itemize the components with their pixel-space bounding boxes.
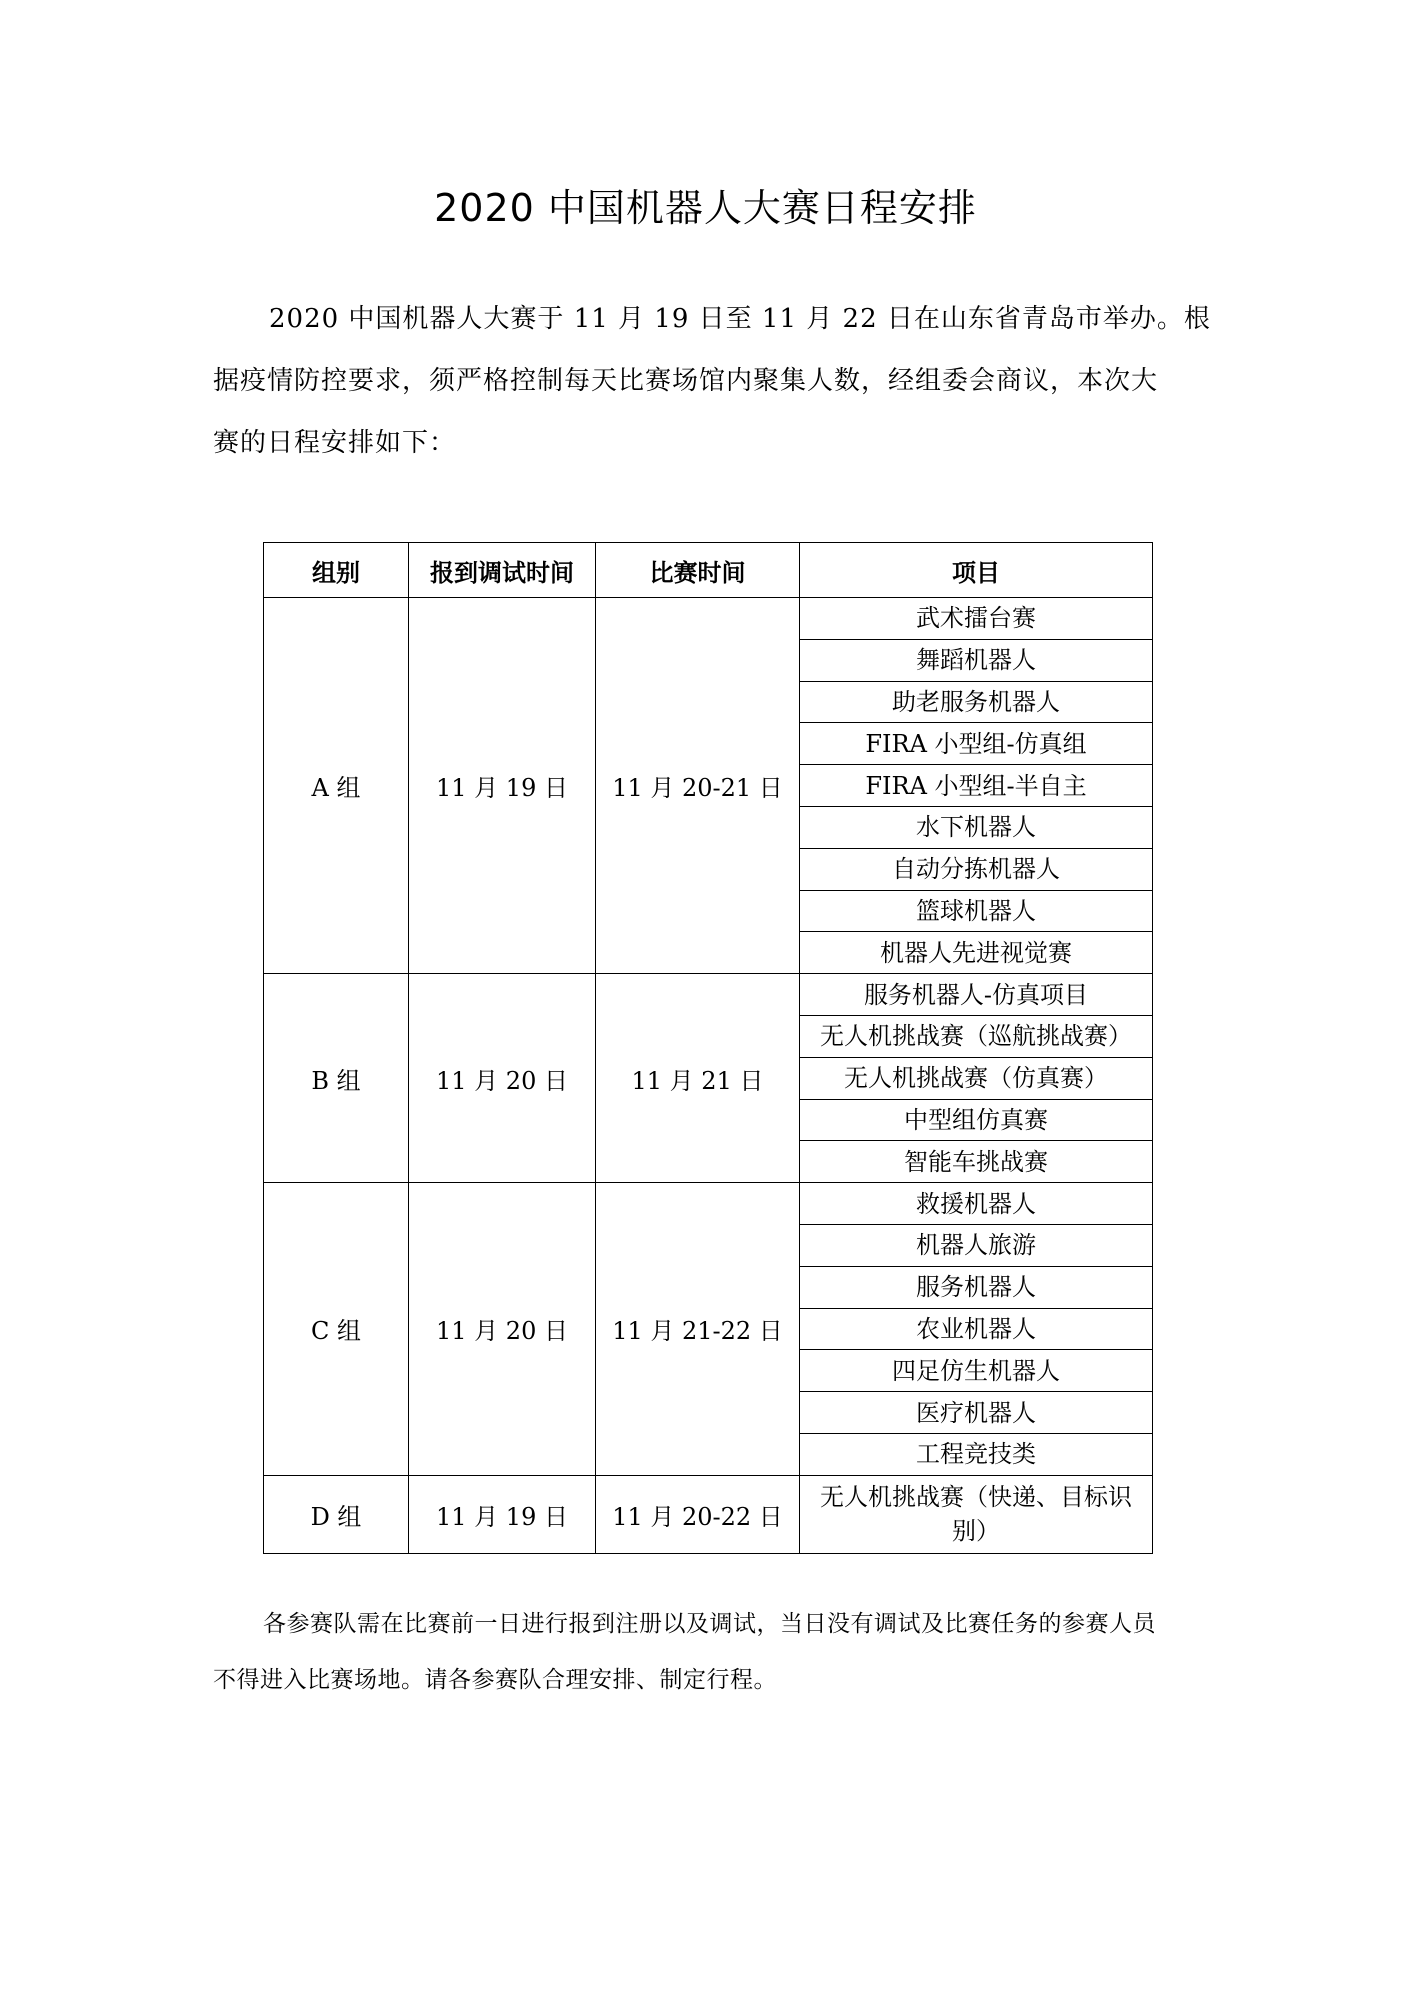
group-cell: D 组 bbox=[264, 1475, 409, 1553]
header-group: 组别 bbox=[264, 543, 409, 598]
event-cell: 无人机挑战赛（仿真赛） bbox=[800, 1057, 1153, 1099]
event-cell: 助老服务机器人 bbox=[800, 681, 1153, 723]
intro-line: 赛的日程安排如下： bbox=[213, 428, 457, 458]
event-cell: FIRA 小型组-半自主 bbox=[800, 765, 1153, 807]
intro-paragraph bbox=[213, 288, 1211, 474]
event-cell: 工程竞技类 bbox=[800, 1433, 1153, 1475]
outro-line: 各参赛队需在比赛前一日进行报到注册以及调试，当日没有调试及比赛任务的参赛人员 bbox=[263, 1611, 1156, 1637]
event-cell: 机器人旅游 bbox=[800, 1224, 1153, 1266]
event-cell: 医疗机器人 bbox=[800, 1392, 1153, 1434]
header-checkin: 报到调试时间 bbox=[409, 543, 596, 598]
competition-cell: 11 月 20-21 日 bbox=[596, 598, 800, 974]
event-cell: 无人机挑战赛（快递、目标识别） bbox=[800, 1475, 1153, 1553]
header-competition: 比赛时间 bbox=[596, 543, 800, 598]
event-cell: 服务机器人-仿真项目 bbox=[800, 974, 1153, 1016]
event-cell: 无人机挑战赛（巡航挑战赛） bbox=[800, 1015, 1153, 1057]
schedule-table bbox=[263, 542, 1153, 1554]
event-cell: 武术擂台赛 bbox=[800, 598, 1153, 640]
event-cell: 服务机器人 bbox=[800, 1266, 1153, 1308]
intro-line: 2020 中国机器人大赛于 11 月 19 日至 11 月 22 日在山东省青岛市举办。根 bbox=[269, 304, 1211, 334]
competition-cell: 11 月 21 日 bbox=[596, 974, 800, 1183]
event-cell: FIRA 小型组-仿真组 bbox=[800, 723, 1153, 765]
table-row bbox=[264, 974, 1153, 1016]
checkin-cell: 11 月 20 日 bbox=[409, 1183, 596, 1476]
group-cell: C 组 bbox=[264, 1183, 409, 1476]
event-cell: 机器人先进视觉赛 bbox=[800, 932, 1153, 974]
checkin-cell: 11 月 19 日 bbox=[409, 598, 596, 974]
table-row bbox=[264, 1475, 1153, 1553]
event-cell: 中型组仿真赛 bbox=[800, 1099, 1153, 1141]
event-cell: 救援机器人 bbox=[800, 1183, 1153, 1225]
outro-paragraph bbox=[213, 1596, 1203, 1708]
group-cell: B 组 bbox=[264, 974, 409, 1183]
intro-line: 据疫情防控要求，须严格控制每天比赛场馆内聚集人数，经组委会商议，本次大 bbox=[213, 366, 1159, 396]
event-cell: 四足仿生机器人 bbox=[800, 1350, 1153, 1392]
event-cell: 农业机器人 bbox=[800, 1308, 1153, 1350]
event-cell: 舞蹈机器人 bbox=[800, 639, 1153, 681]
table-row bbox=[264, 598, 1153, 640]
group-cell: A 组 bbox=[264, 598, 409, 974]
checkin-cell: 11 月 20 日 bbox=[409, 974, 596, 1183]
outro-line: 不得进入比赛场地。请各参赛队合理安排、制定行程。 bbox=[213, 1667, 777, 1693]
competition-cell: 11 月 21-22 日 bbox=[596, 1183, 800, 1476]
event-cell: 自动分拣机器人 bbox=[800, 848, 1153, 890]
event-cell: 篮球机器人 bbox=[800, 890, 1153, 932]
checkin-cell: 11 月 19 日 bbox=[409, 1475, 596, 1553]
page-title: 2020 中国机器人大赛日程安排 bbox=[434, 186, 977, 230]
table-header-row bbox=[264, 543, 1153, 598]
event-cell: 智能车挑战赛 bbox=[800, 1141, 1153, 1183]
event-cell: 水下机器人 bbox=[800, 806, 1153, 848]
competition-cell: 11 月 20-22 日 bbox=[596, 1475, 800, 1553]
header-events: 项目 bbox=[800, 543, 1153, 598]
table-row bbox=[264, 1183, 1153, 1225]
